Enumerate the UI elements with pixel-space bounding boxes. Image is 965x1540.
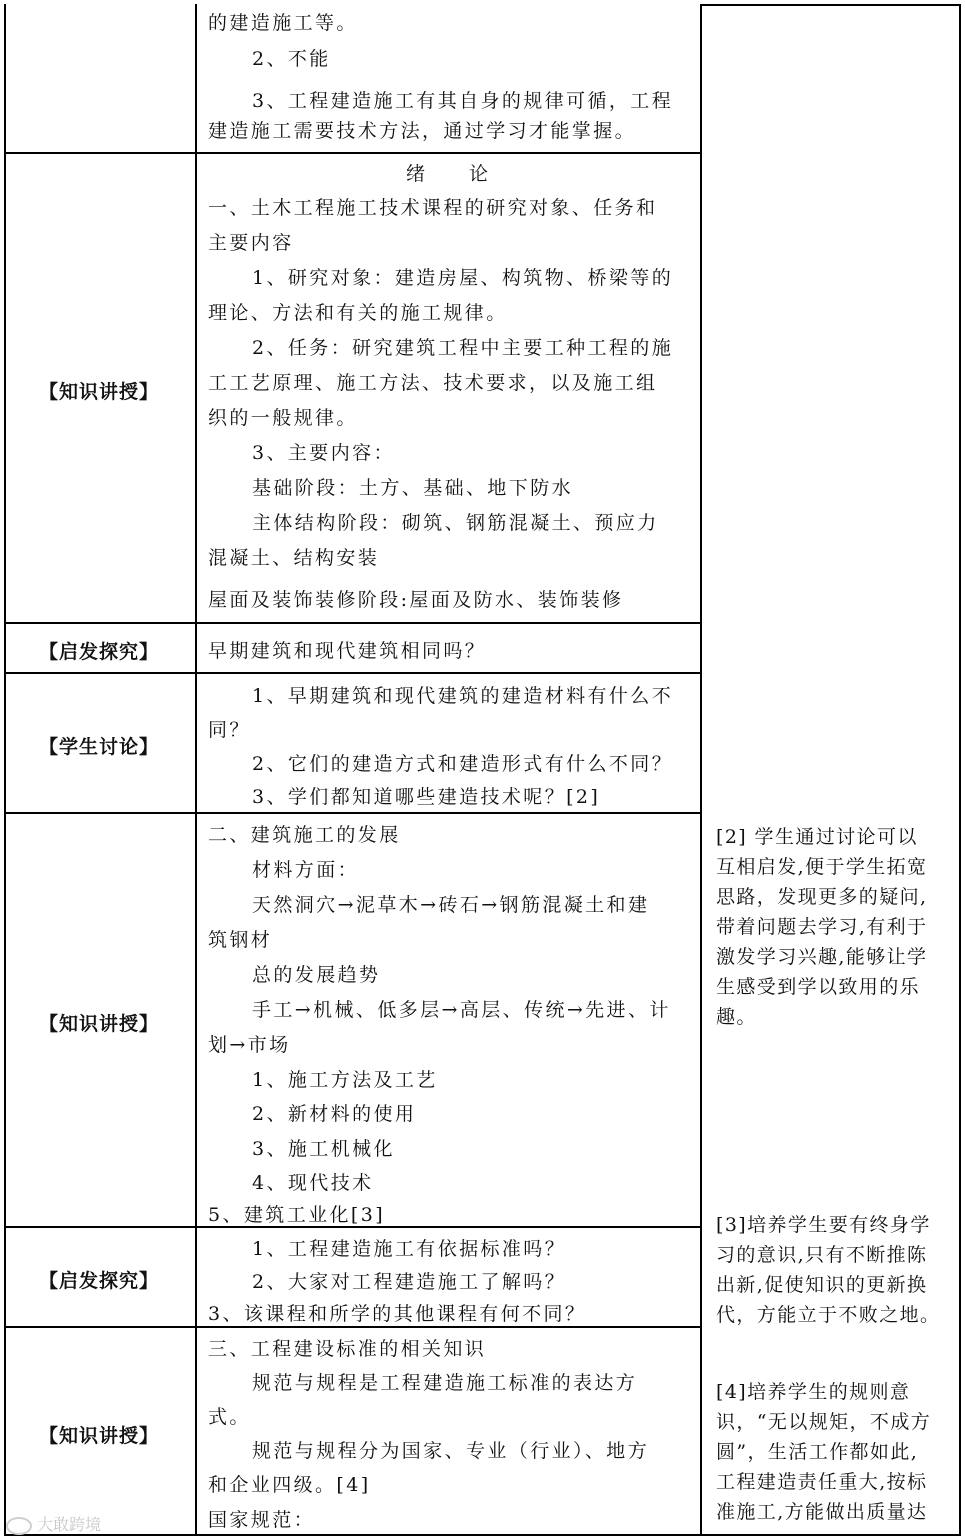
grid-line [700,4,702,1536]
note-line: 互相启发,便于学生拓宽 [716,856,928,878]
note-line: 识，“无以规矩，不成方 [716,1411,932,1433]
text-line: 3、工程建造施工有其自身的规律可循，工程 [252,90,674,112]
row-label-inquiry-1: 【启发探究】 [38,641,159,663]
note-line: 趣。 [716,1006,757,1028]
note-line: 思路，发现更多的疑问, [716,886,928,908]
text-line: 同？ [208,719,251,741]
text-line: 1、早期建筑和现代建筑的建造材料有什么不 [252,685,674,707]
text-line: 总的发展趋势 [252,964,381,986]
text-line: 天然洞穴→泥草木→砖石→钢筋混凝土和建 [252,894,650,916]
row-label-knowledge-2: 【知识讲授】 [38,1013,159,1035]
section-heading: 绪 论 [405,163,490,185]
text-line: 国家规范： [208,1509,316,1531]
grid-line [959,4,961,1536]
text-line: 2、新材料的使用 [252,1103,417,1125]
text-line: 早期建筑和现代建筑相同吗？ [208,640,487,662]
text-line: 2、不能 [252,48,331,70]
grid-line [4,812,702,814]
text-line: 规范与规程分为国家、专业（行业）、地方 [252,1440,650,1462]
note-line: 习的意识,只有不断推陈 [716,1244,928,1266]
text-line: 筑钢材 [208,929,273,951]
text-line: 1、研究对象：建造房屋、构筑物、桥梁等的 [252,267,674,289]
grid-line [4,4,6,1536]
text-line: 4、现代技术 [252,1172,374,1194]
note-line: [4]培养学生的规则意 [716,1381,911,1403]
text-line: 1、施工方法及工艺 [252,1069,438,1091]
note-line: 带着问题去学习,有利于 [716,916,928,938]
note-line: [3]培养学生要有终身学 [716,1214,931,1236]
text-line: 划→市场 [208,1034,291,1056]
text-line: 5、建筑工业化[3] [208,1204,386,1226]
note-line: 圆”，生活工作都如此, [716,1441,919,1463]
text-line: 主要内容 [208,232,294,254]
row-label-knowledge-1: 【知识讲授】 [38,381,159,403]
grid-line [195,4,197,1536]
note-line: 代，方能立于不败之地。 [716,1304,941,1326]
text-line: 2、大家对工程建造施工了解吗？ [252,1271,567,1293]
note-line: 工程建造责任重大,按标 [716,1471,928,1493]
note-line: 准施工,方能做出质量达 [716,1501,928,1523]
text-line: 3、学们都知道哪些建造技术呢？[2] [252,786,601,808]
text-line: 和企业四级。[4] [208,1474,371,1496]
text-line: 式。 [208,1406,251,1428]
text-line: 基础阶段：土方、基础、地下防水 [252,477,574,499]
text-line: 2、任务：研究建筑工程中主要工种工程的施 [252,337,674,359]
grid-line [4,622,702,624]
row-label-knowledge-3: 【知识讲授】 [38,1425,159,1447]
text-line: 建造施工需要技术方法，通过学习才能掌握。 [208,120,637,142]
text-line: 的建造施工等。 [208,12,358,34]
text-line: 二、建筑施工的发展 [208,824,401,846]
text-line: 手工→机械、低多层→高层、传统→先进、计 [252,999,671,1021]
text-line: 主体结构阶段：砌筑、钢筋混凝土、预应力 [252,512,659,534]
text-line: 混凝土、结构安装 [208,547,380,569]
note-line: [2] 学生通过讨论可以 [716,826,918,848]
text-line: 工工艺原理、施工方法、技术要求，以及施工组 [208,372,658,394]
note-line: 出新,促使知识的更新换 [716,1274,928,1296]
watermark-text: 大敢跨境 [37,1515,102,1534]
row-label-inquiry-2: 【启发探究】 [38,1270,159,1292]
grid-line [4,152,702,154]
text-line: 一、土木工程施工技术课程的研究对象、任务和 [208,197,658,219]
text-line: 1、工程建造施工有依据标准吗？ [252,1238,567,1260]
grid-line [700,4,961,6]
text-line: 2、它们的建造方式和建造形式有什么不同？ [252,753,674,775]
text-line: 规范与规程是工程建造施工标准的表达方 [252,1372,638,1394]
text-line: 材料方面： [252,859,360,881]
grid-line [4,672,702,674]
text-line: 理论、方法和有关的施工规律。 [208,302,508,324]
note-line: 生感受到学以致用的乐 [716,976,921,998]
text-line: 三、工程建设标准的相关知识 [208,1338,487,1360]
watermark [6,1512,101,1535]
grid-line [4,1534,961,1536]
text-line: 织的一般规律。 [208,407,358,429]
text-line: 3、施工机械化 [252,1138,395,1160]
watermark-logo-icon [6,1517,32,1535]
text-line: 3、主要内容： [252,442,395,464]
note-line: 激发学习兴趣,能够让学 [716,946,928,968]
text-line: 3、该课程和所学的其他课程有何不同？ [208,1303,587,1325]
text-line: 屋面及装饰装修阶段:屋面及防水、装饰装修 [208,589,624,611]
grid-line [4,1326,702,1328]
row-label-discussion: 【学生讨论】 [38,736,159,758]
